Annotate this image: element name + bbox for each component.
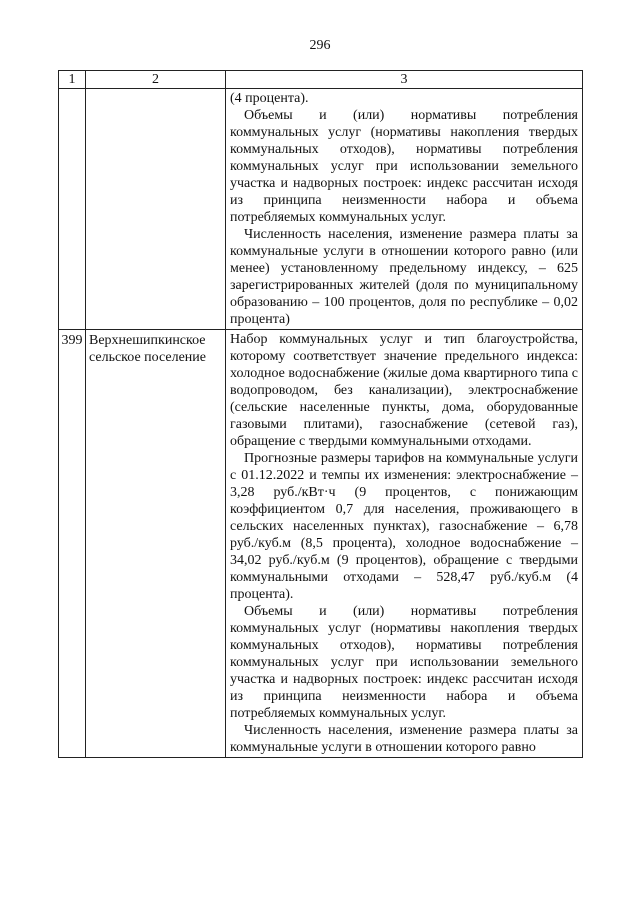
header-column-2: 2 <box>86 71 226 89</box>
row-content <box>226 89 583 330</box>
table-header-row <box>59 71 583 89</box>
row-number <box>59 89 86 330</box>
page-number: 296 <box>309 38 331 53</box>
paragraph: Набор коммунальных услуг и тип благоустройства, которому соответствует значение предельного индекса: холодное водоснабжение (жилые дома квартирного типа с водопроводом, без канализации), электроснабжение (сельские населенные пункты, дома, оборудованные газовыми плитами), газоснабжение (сетевой газ), обращение с твердыми коммунальными отходами. <box>230 332 578 449</box>
paragraph: Объемы и (или) нормативы потребления коммунальных услуг (нормативы накопления твердых коммунальных отходов), нормативы потребления коммунальных услуг при использовании земельного участка и надворных построек: индекс рассчитан исходя из принципа неизменности набора и объема потребляемых коммунальных услуг. <box>230 604 578 721</box>
settlement-name: Верхнешипкинское сельское поселение <box>86 330 226 758</box>
row-number: 399 <box>59 330 86 758</box>
paragraph: (4 процента). <box>230 91 309 106</box>
settlement-name <box>86 89 226 330</box>
paragraph: Численность населения, изменение размера платы за коммунальные услуги в отношении которого равно (или менее) установленному предельному индексу, – 625 зарегистрированных жителей (доля по муниципальному образованию – 100 процентов, доля по республике – 0,02 процента) <box>230 227 578 327</box>
table-row <box>59 89 583 330</box>
paragraph: Прогнозные размеры тарифов на коммунальные услуги с 01.12.2022 и темпы их изменения: электроснабжение – 3,28 руб./кВт·ч (9 процентов, с понижающим коэффициентом 0,7 для населения, проживающего в сельских населенных пунктах), газоснабжение – 6,78 руб./куб.м (8,5 процента), холодное водоснабжение – 34,02 руб./куб.м (9 процентов), обращение с твердыми коммунальными отходами – 528,47 руб./куб.м (4 процента). <box>230 451 578 602</box>
paragraph: Численность населения, изменение размера платы за коммунальные услуги в отношении которого равно <box>230 723 578 755</box>
row-content <box>226 330 583 758</box>
header-column-3: 3 <box>226 71 583 89</box>
tariff-table <box>58 70 583 758</box>
paragraph: Объемы и (или) нормативы потребления коммунальных услуг (нормативы накопления твердых коммунальных отходов), нормативы потребления коммунальных услуг при использовании земельного участка и надворных построек: индекс рассчитан исходя из принципа неизменности набора и объема потребляемых коммунальных услуг. <box>230 108 578 225</box>
header-column-1: 1 <box>59 71 86 89</box>
table-row <box>59 330 583 758</box>
